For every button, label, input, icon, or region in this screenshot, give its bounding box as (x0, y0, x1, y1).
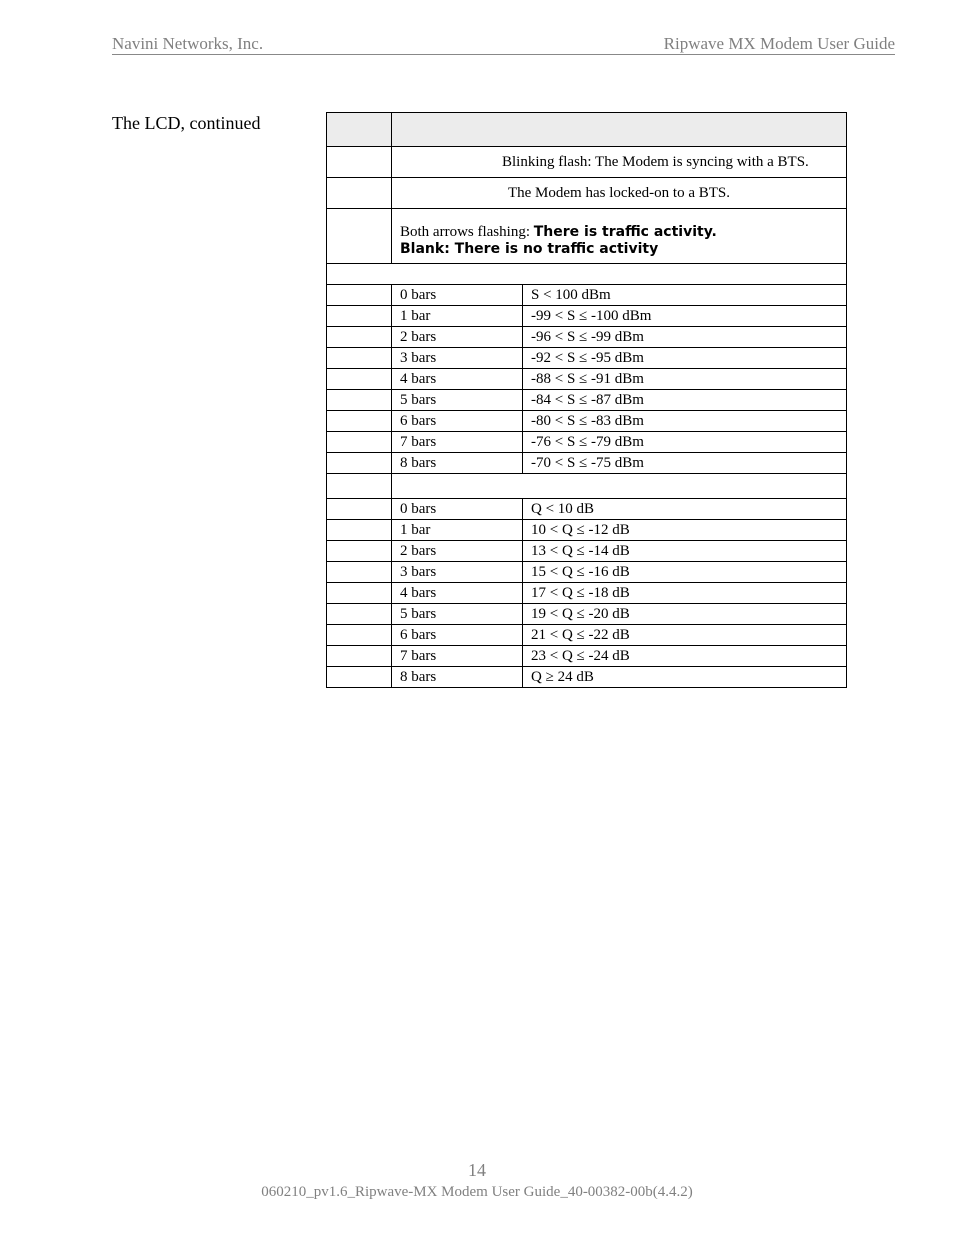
table-row (327, 583, 847, 604)
range-cell: Q ≥ 24 dB (523, 667, 847, 688)
bars-cell: 2 bars (392, 327, 523, 348)
table-row (327, 147, 847, 178)
signal-section-row (327, 264, 847, 285)
header-doc-title: Ripwave MX Modem User Guide (663, 34, 895, 53)
bars-cell: 4 bars (392, 583, 523, 604)
bars-cell: 6 bars (392, 411, 523, 432)
traffic-active: There is traffic activity. (533, 224, 717, 240)
bars-cell: 8 bars (392, 667, 523, 688)
table-row (327, 348, 847, 369)
bars-cell: 8 bars (392, 453, 523, 474)
range-cell: 23 < Q ≤ -24 dB (523, 646, 847, 667)
icon-cell (327, 209, 392, 264)
bars-cell: 3 bars (392, 562, 523, 583)
icon-cell (327, 147, 392, 178)
icon-cell (327, 285, 392, 306)
table-row (327, 520, 847, 541)
icon-cell (327, 625, 392, 646)
quality-section-row (327, 474, 847, 499)
range-cell: 15 < Q ≤ -16 dB (523, 562, 847, 583)
table-row (327, 453, 847, 474)
bars-cell: 0 bars (392, 285, 523, 306)
bars-cell: 1 bar (392, 520, 523, 541)
range-cell: -84 < S ≤ -87 dBm (523, 390, 847, 411)
table-row (327, 327, 847, 348)
sync-description: Blinking flash: The Modem is syncing with a BTS. (392, 147, 847, 178)
icon-cell (327, 348, 392, 369)
table-row (327, 306, 847, 327)
bars-cell: 4 bars (392, 369, 523, 390)
table-row (327, 209, 847, 264)
icon-cell (327, 432, 392, 453)
range-cell: 17 < Q ≤ -18 dB (523, 583, 847, 604)
range-cell: 19 < Q ≤ -20 dB (523, 604, 847, 625)
table-row (327, 390, 847, 411)
icon-cell (327, 583, 392, 604)
table-row (327, 499, 847, 520)
bars-cell: 3 bars (392, 348, 523, 369)
bars-cell: 0 bars (392, 499, 523, 520)
traffic-prefix: Both arrows flashing: (400, 224, 534, 240)
range-cell: -92 < S ≤ -95 dBm (523, 348, 847, 369)
icon-cell (327, 541, 392, 562)
header-company: Navini Networks, Inc. (112, 34, 264, 53)
range-cell: -96 < S ≤ -99 dBm (523, 327, 847, 348)
bars-cell: 6 bars (392, 625, 523, 646)
icon-cell (327, 327, 392, 348)
footer-doc-id: 060210_pv1.6_Ripwave-MX Modem User Guide_40-00382-00b(4.4.2) (261, 1184, 693, 1200)
icon-cell (327, 562, 392, 583)
lcd-icon-table (326, 112, 847, 688)
header-description-cell (392, 113, 847, 147)
table-row (327, 411, 847, 432)
section-side-label: The LCD, continued (112, 113, 261, 133)
page-number: 14 (468, 1160, 486, 1180)
range-cell: 21 < Q ≤ -22 dB (523, 625, 847, 646)
icon-cell (327, 369, 392, 390)
locked-description: The Modem has locked-on to a BTS. (392, 178, 847, 209)
icon-cell (327, 520, 392, 541)
table-row (327, 667, 847, 688)
icon-cell (327, 178, 392, 209)
bars-cell: 5 bars (392, 604, 523, 625)
icon-cell (327, 453, 392, 474)
table-header-row (327, 113, 847, 147)
range-cell: -88 < S ≤ -91 dBm (523, 369, 847, 390)
range-cell: -70 < S ≤ -75 dBm (523, 453, 847, 474)
table-row (327, 432, 847, 453)
header-icon-cell (327, 113, 392, 147)
bars-cell: 7 bars (392, 432, 523, 453)
signal-section-header (327, 264, 847, 285)
page-header (112, 34, 895, 55)
traffic-description (392, 209, 847, 264)
bars-cell: 7 bars (392, 646, 523, 667)
table-row (327, 285, 847, 306)
range-cell: S < 100 dBm (523, 285, 847, 306)
range-cell: Q < 10 dB (523, 499, 847, 520)
icon-cell (327, 474, 392, 499)
range-cell: 13 < Q ≤ -14 dB (523, 541, 847, 562)
table-row (327, 562, 847, 583)
table-row (327, 541, 847, 562)
range-cell: -99 < S ≤ -100 dBm (523, 306, 847, 327)
table-row (327, 369, 847, 390)
table-row (327, 604, 847, 625)
icon-cell (327, 390, 392, 411)
icon-cell (327, 646, 392, 667)
range-cell: -80 < S ≤ -83 dBm (523, 411, 847, 432)
icon-cell (327, 499, 392, 520)
bars-cell: 5 bars (392, 390, 523, 411)
icon-cell (327, 604, 392, 625)
bars-cell: 1 bar (392, 306, 523, 327)
table-row (327, 625, 847, 646)
icon-cell (327, 306, 392, 327)
bars-cell: 2 bars (392, 541, 523, 562)
table-row (327, 646, 847, 667)
quality-section-header (392, 474, 847, 499)
range-cell: 10 < Q ≤ -12 dB (523, 520, 847, 541)
traffic-blank: Blank: There is no traffic activity (400, 241, 659, 257)
icon-cell (327, 667, 392, 688)
table-row (327, 178, 847, 209)
range-cell: -76 < S ≤ -79 dBm (523, 432, 847, 453)
icon-cell (327, 411, 392, 432)
